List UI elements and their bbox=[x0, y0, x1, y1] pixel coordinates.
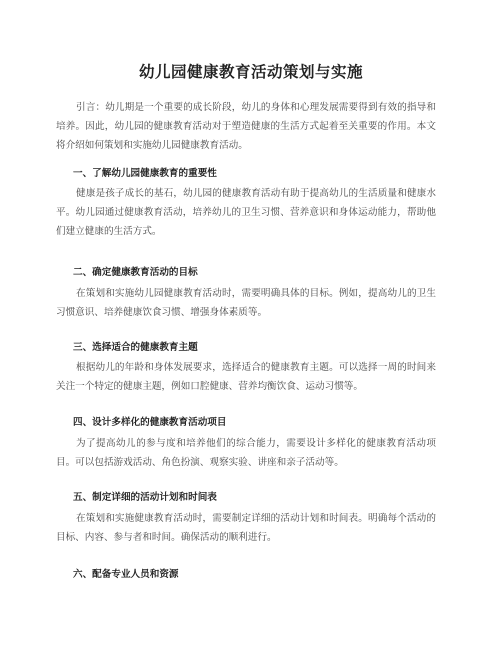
section-1-heading: 一、了解幼儿园健康教育的重要性 bbox=[73, 168, 217, 179]
section-5-heading: 五、制定详细的活动计划和时间表 bbox=[73, 492, 217, 503]
section-6-heading: 六、配备专业人员和资源 bbox=[73, 569, 179, 580]
intro-paragraph: 引言：幼儿期是一个重要的成长阶段，幼儿的身体和心理发展需要得到有效的指导和培养。因此，幼儿园的健康教育活动对于塑造健康的生活方式起着至关重要的作用。本文将介绍如何策划和实施幼儿园健康教育活动。 bbox=[56, 102, 436, 151]
section-1-paragraph: 健康是孩子成长的基石，幼儿园的健康教育活动有助于提高幼儿的生活质量和健康水平。幼儿园通过健康教育活动，培养幼儿的卫生习惯、营养意识和身体运动能力，帮助他们建立健康的生活方式。 bbox=[56, 188, 436, 237]
section-3-paragraph: 根据幼儿的年龄和身体发展要求，选择适合的健康教育主题。可以选择一周的时间来关注一个特定的健康主题，例如口腔健康、营养均衡饮食、运动习惯等。 bbox=[56, 362, 436, 392]
section-5-paragraph: 在策划和实施健康教育活动时，需要制定详细的活动计划和时间表。明确每个活动的目标、内容、参与者和时间。确保活动的顺利进行。 bbox=[56, 513, 436, 543]
section-3-heading: 三、选择适合的健康教育主题 bbox=[73, 342, 198, 353]
section-2-paragraph: 在策划和实施幼儿园健康教育活动时，需要明确具体的目标。例如，提高幼儿的卫生习惯意识、培养健康饮食习惯、增强身体素质等。 bbox=[56, 288, 436, 318]
section-4-heading: 四、设计多样化的健康教育活动项目 bbox=[73, 417, 227, 428]
section-4-paragraph: 为了提高幼儿的参与度和培养他们的综合能力，需要设计多样化的健康教育活动项目。可以包括游戏活动、角色扮演、观察实验、讲座和亲子活动等。 bbox=[56, 438, 436, 468]
section-2-heading: 二、确定健康教育活动的目标 bbox=[73, 267, 198, 278]
document-title: 幼儿园健康教育活动策划与实施 bbox=[138, 63, 363, 81]
